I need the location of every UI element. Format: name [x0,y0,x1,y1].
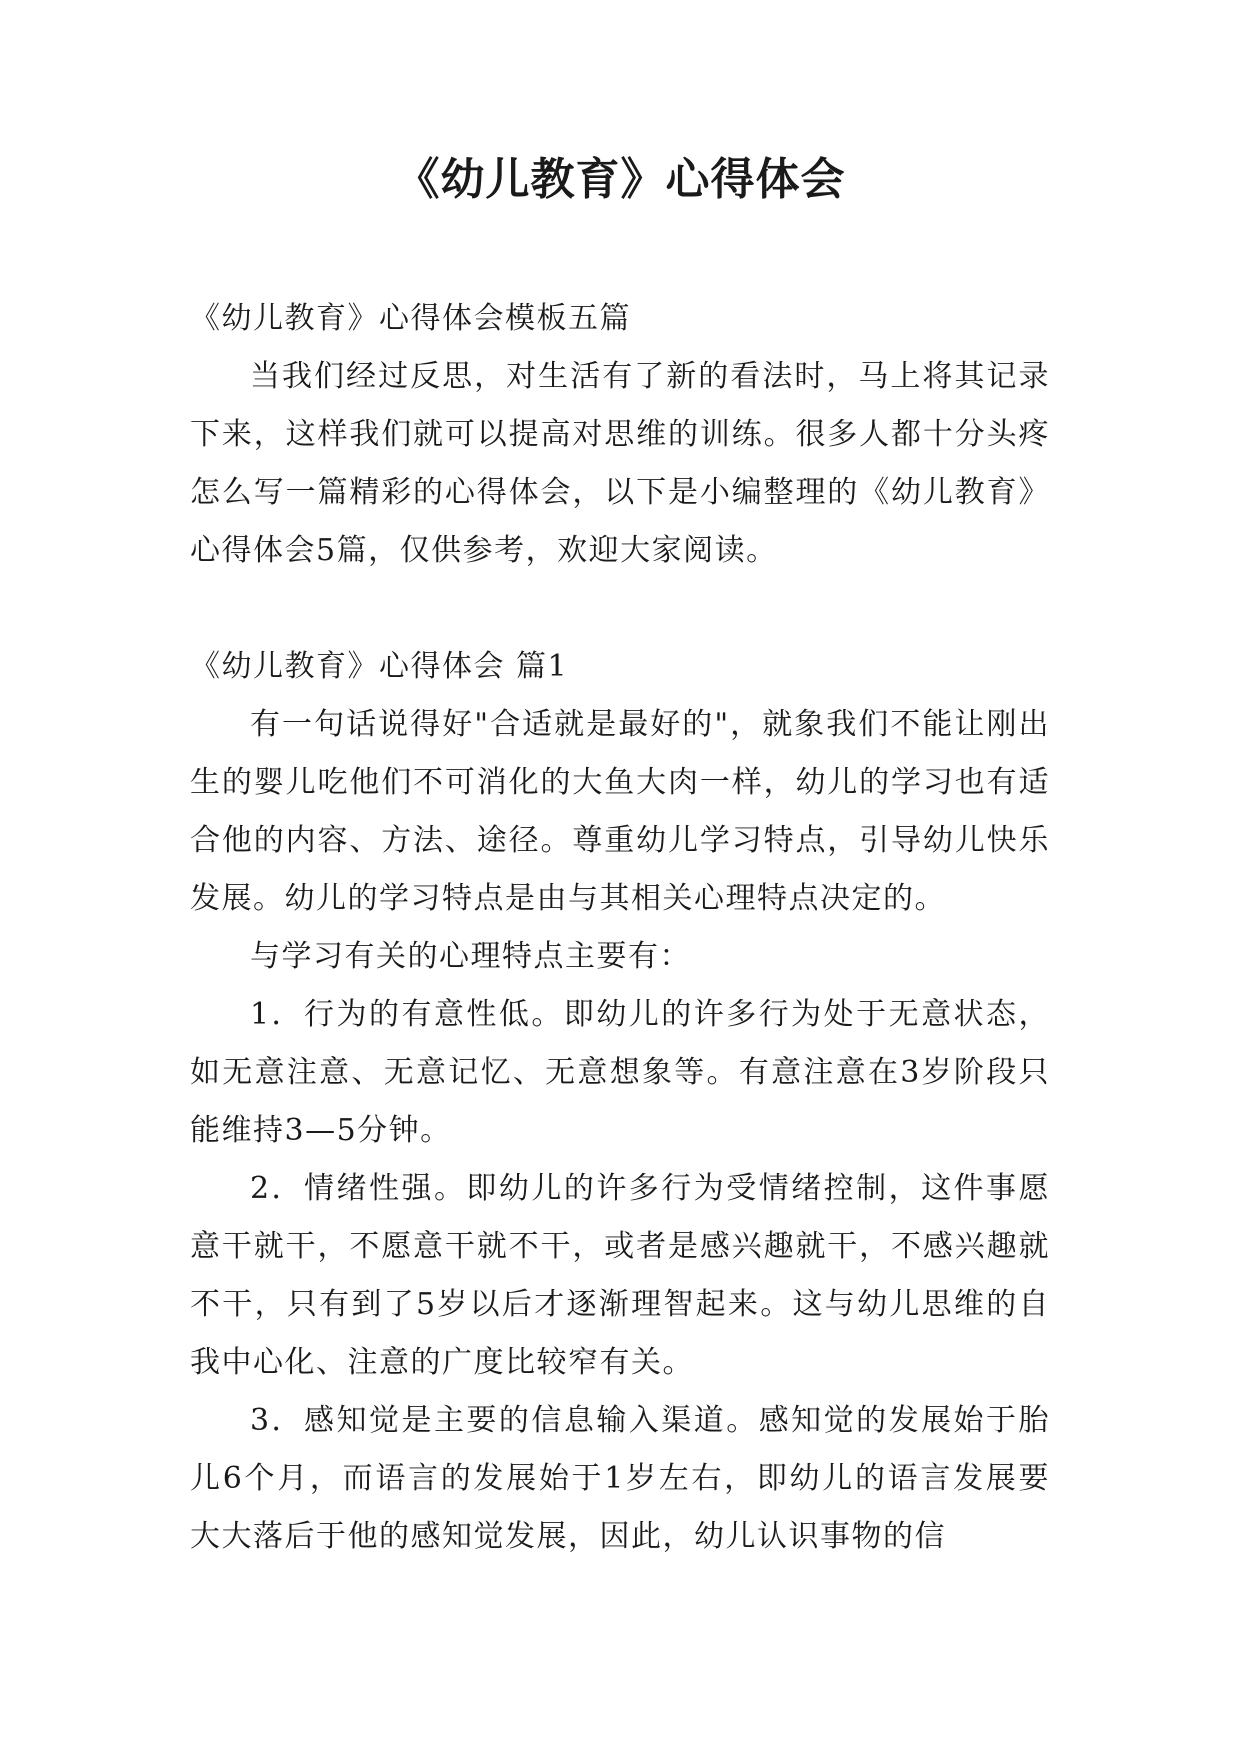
section-heading: 《幼儿教育》心得体会 篇1 [190,649,569,684]
section-spacer [190,580,1050,638]
page-title: 《幼儿教育》心得体会 [395,154,846,205]
document-body [190,290,1050,1566]
list-item-paragraph: 2．情绪性强。即幼儿的许多行为受情绪控制，这件事愿意干就干，不愿意干就不干，或者是感兴趣就干，不感兴趣就不干，只有到了5岁以后才逐渐理智起来。这与幼儿思维的自我中心化、注意的广度比较窄有关。 [190,1171,1050,1380]
document-subtitle: 《幼儿教育》心得体会模板五篇 [190,301,631,336]
list-item-paragraph: 1．行为的有意性低。即幼儿的许多行为处于无意状态，如无意注意、无意记忆、无意想象等。有意注意在3岁阶段只能维持3—5分钟。 [190,997,1050,1148]
body-paragraph: 有一句话说得好"合适就是最好的"，就象我们不能让刚出生的婴儿吃他们不可消化的大鱼大肉一样，幼儿的学习也有适合他的内容、方法、途径。尊重幼儿学习特点，引导幼儿快乐发展。幼儿的学习特点是由与其相关心理特点决定的。 [190,707,1050,916]
intro-paragraph: 当我们经过反思，对生活有了新的看法时，马上将其记录下来，这样我们就可以提高对思维的训练。很多人都十分头疼怎么写一篇精彩的心得体会，以下是小编整理的《幼儿教育》心得体会5篇，仅供参考，欢迎大家阅读。 [190,359,1050,568]
list-item-paragraph: 3．感知觉是主要的信息输入渠道。感知觉的发展始于胎儿6个月，而语言的发展始于1岁左右，即幼儿的语言发展要大大落后于他的感知觉发展，因此，幼儿认识事物的信 [190,1403,1050,1554]
body-paragraph: 与学习有关的心理特点主要有： [250,939,691,974]
